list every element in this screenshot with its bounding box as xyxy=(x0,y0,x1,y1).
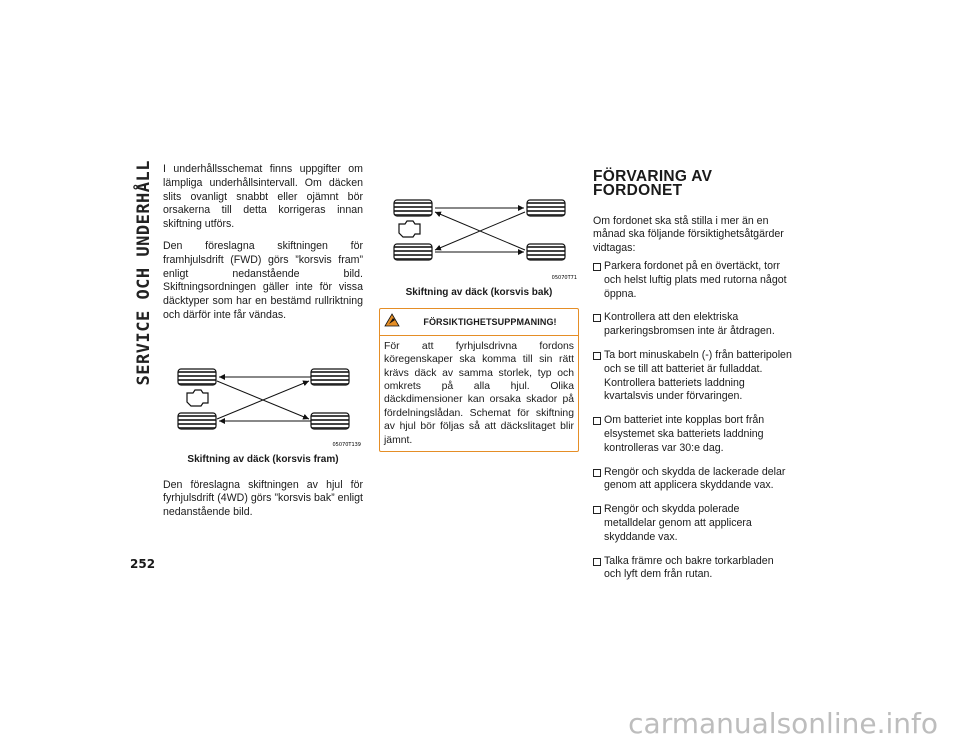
tire-front-left xyxy=(178,369,216,385)
figure-code: 05070T139 xyxy=(332,441,361,448)
tire-rear-left xyxy=(178,413,216,429)
tire-front-right xyxy=(311,369,349,385)
watermark: carmanualsonline.info xyxy=(628,707,938,740)
caution-text: För att fyrhjulsdrivna fordons köregenskaper ska komma till sin rätt krävs däck av samma storlek, typ och omkrets på alla hjul. Olika däckdimensioner kan orsaka skador på fördelningslådan. Schemat för skiftning av hjul bör följas så att däckslitaget blir jämnt. xyxy=(384,340,574,446)
engine-icon xyxy=(399,221,420,237)
tire-rear-left xyxy=(394,244,432,260)
side-tab-title: SERVICE OCH UNDERHÅLL xyxy=(134,160,154,386)
page-number: 252 xyxy=(130,557,156,571)
checkbox-icon xyxy=(593,263,601,271)
paragraph-4wd: Den föreslagna skiftningen av hjul för fyrhjulsdrift (4WD) görs ”korsvis bak” enligt nedanstående bild. xyxy=(163,478,363,519)
side-tab xyxy=(128,160,160,540)
tire-front-left xyxy=(394,200,432,216)
caution-header xyxy=(380,309,578,336)
paragraph-fwd: Den föreslagna skiftningen för framhjulsdrift (FWD) görs ”korsvis fram” enligt nedanstående bild. Skiftningsordningen gäller inte för vissa däcktyper som har en bestämd rullriktning och därför inte får vändas. xyxy=(163,239,363,321)
caution-title: FÖRSIKTIGHETSUPPMANING! xyxy=(423,316,557,327)
list-item: Rengör och skydda de lackerade delar genom att applicera skyddande vax. xyxy=(593,466,793,494)
checkbox-icon xyxy=(593,469,601,477)
section-title: FÖRVARING AV FORDONET xyxy=(593,168,713,199)
list-item: Ta bort minuskabeln (-) från batteripolen och se till att batteriet är fulladdat. Kontrollera batteriets laddning kvartalsvis under förvaringen. xyxy=(593,349,793,404)
right-column xyxy=(593,170,793,592)
middle-column xyxy=(379,190,579,452)
figure-caption-front: Skiftning av däck (korsvis fram) xyxy=(187,453,339,465)
checkbox-icon xyxy=(593,506,601,514)
figure-code: 05070T71 xyxy=(551,275,577,281)
caution-box xyxy=(379,308,579,452)
checkbox-icon xyxy=(593,558,601,566)
paragraph-maintenance: I underhållsschemat finns uppgifter om lämpliga underhållsintervall. Om däcken slits ovanligt snabbt eller ojämnt bör orsakerna till detta korrigeras innan skiftning utförs. xyxy=(163,163,363,231)
tire-front-right xyxy=(527,200,565,216)
caution-triangle-icon xyxy=(384,313,400,332)
list-item: Om batteriet inte kopplas bort från elsystemet ska batteriets laddning kontrolleras var 30:e dag. xyxy=(593,414,793,455)
checkbox-icon xyxy=(593,417,601,425)
list-item: Kontrollera att den elektriska parkeringsbromsen inte är åtdragen. xyxy=(593,311,793,339)
list-item: Parkera fordonet på en övertäckt, torr och helst luftig plats med rutorna något öppna. xyxy=(593,260,793,301)
tire-rotation-front-cross-diagram xyxy=(163,359,363,449)
figure-caption-rear: Skiftning av däck (korsvis bak) xyxy=(405,287,553,298)
checkbox-icon xyxy=(593,352,601,360)
tire-rotation-rear-cross-diagram xyxy=(379,190,579,282)
left-column xyxy=(163,163,363,528)
engine-icon xyxy=(187,390,208,406)
tire-rear-right xyxy=(311,413,349,429)
storage-checklist xyxy=(593,260,793,582)
tire-rear-right xyxy=(527,244,565,260)
list-item: Rengör och skydda polerade metalldelar genom att applicera skyddande vax. xyxy=(593,503,793,544)
checkbox-icon xyxy=(593,314,601,322)
list-item: Talka främre och bakre torkarbladen och lyft dem från rutan. xyxy=(593,555,793,583)
intro-paragraph: Om fordonet ska stå stilla i mer än en månad ska följande försiktighetsåtgärder vidtagas: xyxy=(593,214,784,255)
